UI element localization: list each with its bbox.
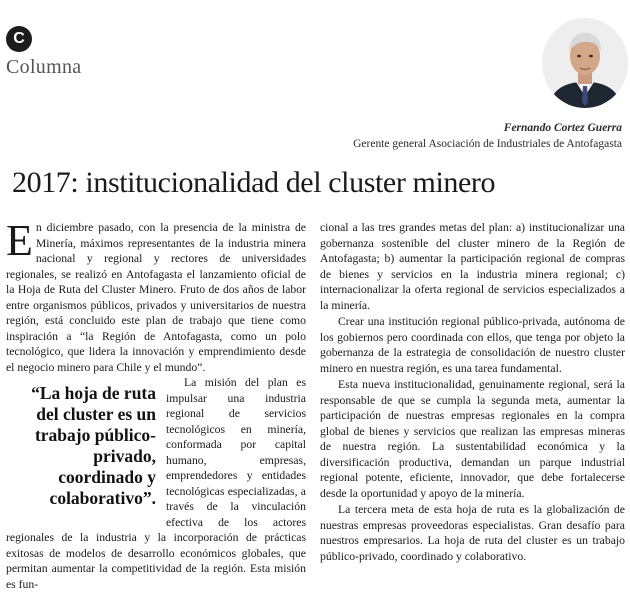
dropcap: E	[6, 216, 33, 265]
article-paragraph-1	[6, 216, 306, 375]
article-column-left	[6, 216, 306, 592]
article-paragraph-4: Crear una institución regional público-privada, autónoma de los gobiernos pero coordinada con ellos, que tenga por objeto la gobernanza de la estrategia de consolidación de nuestro cluster minero en nuestra región, es una tarea fundamental.	[320, 315, 625, 375]
article-paragraph-2: La misión del plan es impulsar una industria regional de servicios tecnológicos en minería, conformada por capital humano, empresas, emprendedores y entidades tecnológicas especializadas, a través de la vinculación efectiva de los actores regionales de la industria y la incorporación de prácticas exitosas de modelos de desarrollo económicos globales, que permitan aumentar la competitividad de la región. Esta misión es fun-	[6, 376, 306, 591]
author-portrait-image	[542, 18, 628, 108]
author-role: Gerente general Asociación de Industriales de Antofagasta	[353, 138, 622, 150]
paragraph-1-text: n diciembre pasado, con la presencia de la ministra de Minería, máximos representantes de la industria minera nacional y regional y rectores de universidades regionales, se realizó en Antofagasta el lanzamiento oficial de la Hoja de Ruta del Cluster Minero. Fruto de dos años de labor entre organismos públicos, privados y universitarios de nuestra región, está concluido este plan de trabajo que tiene como inspiración a “la Región de Antofagasta, como un polo tecnológico, que lidera la innovación y emprendimiento desde el negocio minero para Chile y el mundo”.	[6, 221, 306, 374]
author-portrait	[542, 18, 628, 108]
section-label: Columna	[6, 56, 82, 78]
pull-quote: “La hoja de ruta del cluster es un trabajo público-privado, coordinado y colaborativo”.	[31, 383, 156, 508]
headline: 2017: institucionalidad del cluster minero	[12, 166, 496, 199]
article-column-right	[320, 220, 625, 564]
section-badge: C	[6, 26, 32, 52]
article-paragraph-5: Esta nueva institucionalidad, genuinamente regional, será la responsable de que se cumpla la segunda meta, aumentar la participación de nuestras empresas regionales en la compra global de bienes y servicios que realizan las empresas mineras de nuestra región. La sustentabilidad económica y la diversificación productiva, demandan un parque industrial regional potente, eficiente, innovador, que debe fortalecerse desde la oportunidad y apoyo de la minería.	[320, 378, 625, 500]
article-paragraph-6: La tercera meta de esta hoja de ruta es la globalización de nuestras empresas proveedoras especialistas. Gran desafío para nuestros empresarios. La hoja de ruta del cluster es un trabajo público-privado, coordinado y colaborativo.	[320, 503, 625, 563]
author-name: Fernando Cortez Guerra	[503, 122, 622, 134]
article-paragraph-3: cional a las tres grandes metas del plan: a) institucionalizar una gobernanza sostenible del cluster minero de la Región de Antofagasta; b) aumentar la participación regional de compras de bienes y servicios en la industria minera regional; c) internacionalizar la oferta regional de servicios especializados a la minería.	[320, 221, 625, 312]
